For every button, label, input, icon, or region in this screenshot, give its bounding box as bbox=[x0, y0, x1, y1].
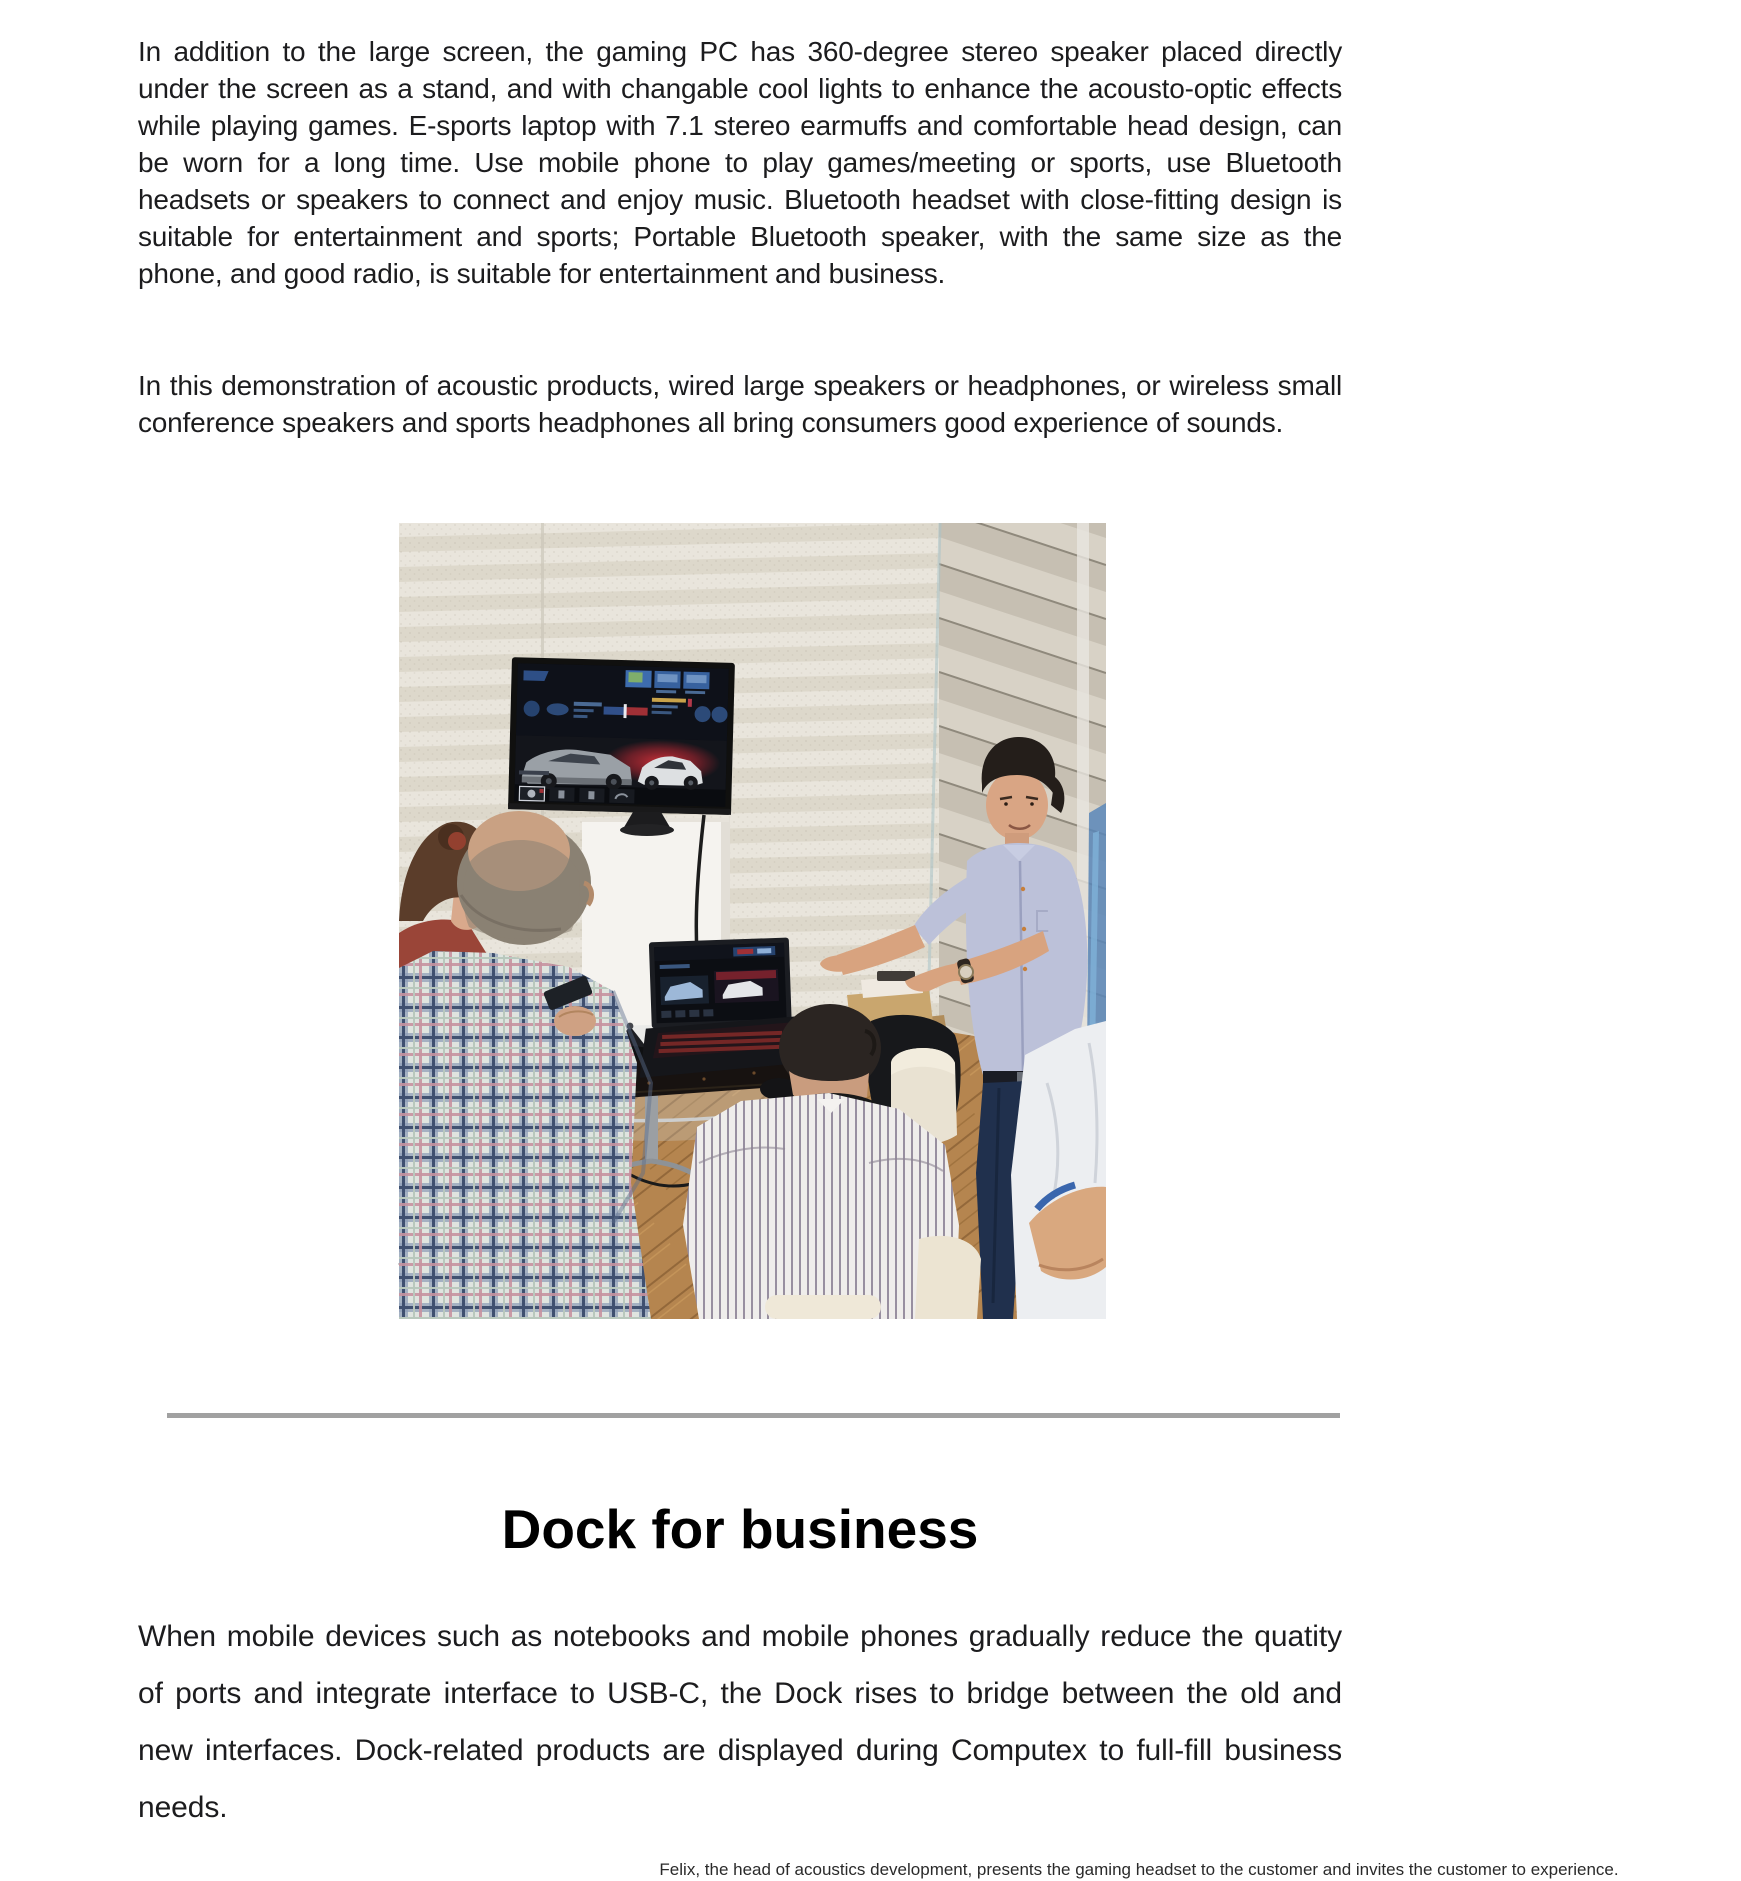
demo-photo bbox=[399, 523, 1106, 1319]
hair-scrunchie bbox=[448, 832, 466, 850]
section-divider bbox=[167, 1413, 1340, 1418]
demonstration-paragraph: In this demonstration of acoustic products, wired large speakers or headphones, or wireless small conference speakers and sports headphones all bring consumers good experience of sounds. bbox=[138, 370, 1342, 438]
dock-paragraph: When mobile devices such as notebooks and mobile phones gradually reduce the quatity of ports and integrate interface to USB-C, the Dock rises to bridge between the old and new interfaces. Dock-related products are displayed during Computex to full-fill business needs. bbox=[138, 1620, 1342, 1824]
tv-back-button bbox=[523, 670, 548, 681]
tv-racing-game bbox=[508, 657, 735, 815]
person-right-observer bbox=[1011, 1021, 1106, 1319]
section-heading: Dock for business bbox=[501, 1498, 979, 1560]
photo-caption: Felix, the head of acoustics development, presents the gaming headset to the customer and invites the customer to experience. bbox=[659, 1860, 1619, 1879]
intro-paragraph: In addition to the large screen, the gaming PC has 360-degree stereo speaker placed directly under the screen as a stand, and with changable cool lights to enhance the acousto-optic effects while playing games. E-sports laptop with 7.1 stereo earmuffs and comfortable head design, can be worn for a long time. Use mobile phone to play games/meeting or sports, use Bluetooth headsets or speakers to connect and enjoy music. Bluetooth headset with close-fitting design is suitable for entertainment and sports; Portable Bluetooth speaker, with the same size as the phone, and good radio, is suitable for entertainment and business. bbox=[138, 36, 1342, 289]
